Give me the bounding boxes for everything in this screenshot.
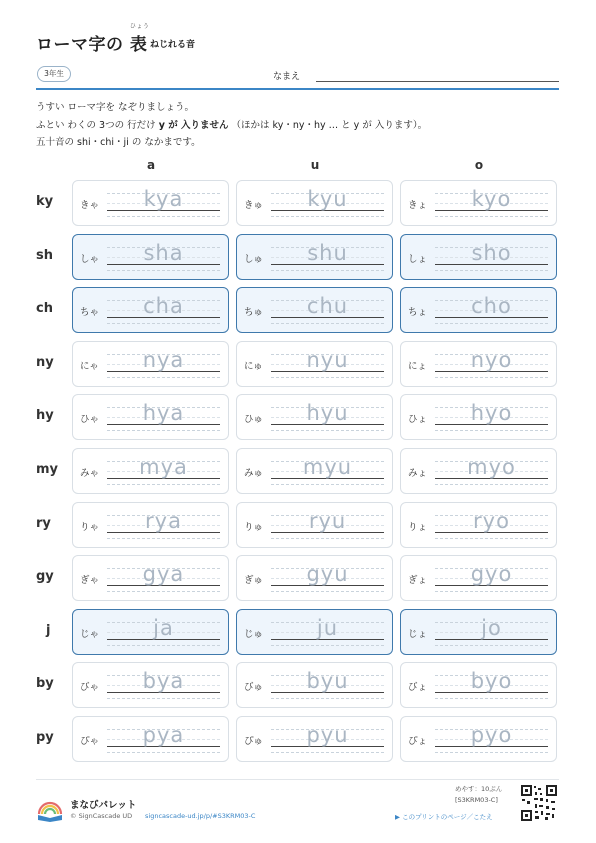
trace-romaji: ryu (308, 508, 347, 533)
name-field[interactable] (316, 81, 559, 82)
trace-cell[interactable] (400, 341, 557, 387)
trace-romaji: pyo (470, 723, 513, 747)
trace-romaji: gyo (470, 562, 513, 587)
kana-label: みゃ (80, 468, 100, 479)
kana-label: ひゃ (80, 414, 100, 426)
writing-guide[interactable] (107, 503, 220, 547)
trace-cell[interactable] (236, 662, 393, 708)
writing-guide[interactable] (107, 610, 220, 654)
trace-romaji: mya (139, 455, 188, 479)
kana-label: きゅ (244, 200, 264, 211)
writing-guide[interactable] (271, 503, 384, 547)
kana-label: ぎゅ (244, 575, 264, 587)
trace-cell[interactable] (72, 394, 229, 440)
trace-cell[interactable] (236, 502, 393, 548)
trace-cell[interactable] (236, 341, 393, 387)
trace-cell[interactable] (72, 287, 229, 333)
writing-guide[interactable] (271, 288, 384, 332)
writing-guide[interactable] (107, 449, 220, 493)
qr-code-icon[interactable] (520, 784, 558, 822)
row-label: my (36, 462, 59, 477)
trace-romaji: pyu (306, 723, 349, 747)
trace-cell[interactable] (400, 287, 557, 333)
writing-guide[interactable] (435, 395, 548, 439)
writing-guide[interactable] (435, 449, 548, 493)
trace-romaji: hyo (470, 401, 513, 426)
writing-guide[interactable] (435, 556, 548, 600)
row-label: by (36, 676, 54, 692)
trace-romaji: pya (142, 723, 185, 747)
trace-romaji: bya (142, 669, 185, 694)
trace-cell[interactable] (72, 341, 229, 387)
trace-romaji: gya (142, 562, 185, 587)
trace-cell[interactable] (72, 555, 229, 601)
row-label: sh (36, 247, 53, 263)
writing-guide[interactable] (435, 717, 548, 761)
title-ruby: ひょう (129, 23, 150, 30)
kana-label: じょ (408, 628, 428, 640)
trace-cell[interactable] (236, 555, 393, 601)
trace-cell[interactable] (400, 716, 557, 762)
trace-cell[interactable] (400, 555, 557, 601)
writing-guide[interactable] (107, 717, 220, 761)
trace-cell[interactable] (72, 448, 229, 494)
column-header-0: a (146, 158, 156, 172)
writing-guide[interactable] (107, 235, 220, 279)
name-label: なまえ (273, 72, 301, 82)
trace-romaji: hyu (306, 401, 349, 426)
writing-guide[interactable] (271, 663, 384, 707)
instruction-line-1: うすい ローマ字を なぞりましょう。 (36, 102, 195, 113)
writing-guide[interactable] (435, 503, 548, 547)
trace-cell[interactable] (236, 448, 393, 494)
writing-guide[interactable] (435, 235, 548, 279)
trace-romaji: byu (306, 669, 349, 694)
kana-label: ぴゅ (244, 736, 264, 747)
trace-romaji: nya (142, 347, 185, 372)
writing-guide[interactable] (271, 449, 384, 493)
row-label: j (46, 622, 51, 638)
trace-romaji: ju (316, 615, 339, 640)
trace-cell[interactable] (236, 394, 393, 440)
title-kanji: ひょう 表 (129, 23, 150, 55)
kana-label: みょ (408, 468, 428, 479)
writing-guide[interactable] (435, 181, 548, 225)
trace-romaji: kya (143, 187, 184, 211)
writing-guide[interactable] (271, 342, 384, 386)
page-title (36, 23, 150, 55)
column-header-1: u (310, 158, 320, 172)
row-label: hy (36, 408, 54, 424)
trace-romaji: ja (153, 615, 174, 640)
column-header-2: o (474, 158, 484, 172)
page-subtitle: ねじれる音 (150, 40, 196, 50)
kana-label: ひょ (408, 414, 428, 426)
trace-romaji: myu (302, 455, 353, 479)
writing-guide[interactable] (271, 395, 384, 439)
trace-cell[interactable] (236, 234, 393, 280)
copyright: © SignCascade UD (70, 812, 133, 820)
title-text: ローマ字の (36, 35, 124, 55)
trace-cell[interactable] (236, 716, 393, 762)
trace-romaji: shu (307, 240, 348, 265)
trace-romaji: hya (142, 401, 185, 426)
writing-guide[interactable] (271, 610, 384, 654)
kana-label: じゅ (244, 628, 264, 640)
kana-label: しゃ (80, 253, 100, 265)
trace-romaji: cha (143, 294, 184, 319)
trace-romaji: kyo (471, 187, 512, 211)
kana-label: ぎょ (408, 575, 428, 587)
trace-romaji: gyu (306, 562, 349, 587)
trace-romaji: kyu (307, 187, 348, 211)
kana-label: りょ (408, 521, 428, 533)
trace-romaji: nyo (470, 347, 513, 372)
trace-romaji: ryo (473, 508, 510, 533)
worksheet-url-link[interactable]: signcascade-ud.jp/p/#S3KRM03-C (145, 812, 256, 820)
writing-guide[interactable] (271, 181, 384, 225)
trace-cell[interactable] (72, 234, 229, 280)
kana-label: きゃ (80, 200, 100, 211)
writing-guide[interactable] (435, 288, 548, 332)
kana-label: じゃ (80, 628, 100, 640)
writing-guide[interactable] (271, 717, 384, 761)
trace-romaji: cho (471, 294, 512, 319)
kana-label: ぴゃ (80, 736, 100, 747)
time-estimate: めやす：10ぷん (455, 785, 503, 793)
footer-divider (36, 779, 559, 780)
trace-romaji: sha (143, 240, 184, 265)
rainbow-book-logo-icon (36, 796, 64, 822)
row-label: ch (36, 301, 53, 317)
kana-label: みゅ (244, 468, 264, 479)
kana-label: にゃ (80, 360, 99, 372)
kana-label: りゅ (244, 521, 264, 533)
trace-romaji: jo (481, 615, 502, 640)
trace-cell[interactable] (72, 609, 229, 655)
writing-guide[interactable] (107, 395, 220, 439)
kana-label: しょ (408, 253, 428, 265)
trace-cell[interactable] (72, 716, 229, 762)
kana-label: しゅ (244, 253, 264, 265)
row-label: ky (36, 194, 54, 209)
answer-page-link[interactable]: ▶ このプリントのページ／こたえ (395, 813, 493, 821)
trace-romaji: byo (470, 669, 513, 694)
kana-label: ぴょ (408, 736, 428, 747)
row-label: gy (36, 569, 54, 585)
trace-cell[interactable] (400, 394, 557, 440)
trace-cell[interactable] (236, 609, 393, 655)
trace-cell[interactable] (72, 502, 229, 548)
kana-label: にゅ (244, 360, 263, 372)
trace-cell[interactable] (72, 662, 229, 708)
kana-label: きょ (408, 200, 428, 211)
kana-label: びゅ (244, 682, 264, 694)
trace-cell[interactable] (400, 448, 557, 494)
trace-cell[interactable] (400, 502, 557, 548)
writing-guide[interactable] (107, 663, 220, 707)
grade-badge: 3年生 (37, 66, 71, 82)
row-label: ry (36, 515, 51, 531)
trace-cell[interactable] (72, 180, 229, 226)
kana-label: びゃ (80, 682, 100, 694)
writing-guide[interactable] (107, 288, 220, 332)
kana-label: ちゃ (80, 307, 100, 319)
kana-label: ひゅ (244, 414, 264, 426)
row-label: ny (36, 354, 54, 370)
trace-cell[interactable] (400, 180, 557, 226)
writing-guide[interactable] (435, 342, 548, 386)
trace-romaji: rya (145, 508, 182, 533)
writing-guide[interactable] (271, 235, 384, 279)
writing-guide[interactable] (107, 342, 220, 386)
writing-guide[interactable] (435, 610, 548, 654)
writing-guide[interactable] (107, 556, 220, 600)
kana-label: びょ (408, 682, 428, 694)
trace-cell[interactable] (400, 662, 557, 708)
trace-romaji: myo (467, 455, 516, 479)
kana-label: ちゅ (244, 307, 264, 319)
trace-cell[interactable] (236, 180, 393, 226)
trace-romaji: nyu (306, 347, 349, 372)
instruction-line-3: 五十音の shi・chi・ji の なかまです。 (36, 137, 201, 148)
writing-guide[interactable] (107, 181, 220, 225)
kana-label: ちょ (408, 307, 428, 319)
worksheet-code: [S3KRM03-C] (455, 796, 498, 804)
kana-label: にょ (408, 360, 427, 372)
kana-label: ぎゃ (80, 575, 100, 587)
trace-romaji: chu (306, 294, 349, 319)
trace-cell[interactable] (400, 609, 557, 655)
trace-cell[interactable] (236, 287, 393, 333)
trace-romaji: sho (471, 240, 512, 265)
writing-guide[interactable] (435, 663, 548, 707)
brand-name: まなびパレット (70, 800, 137, 811)
writing-guide[interactable] (271, 556, 384, 600)
kana-label: りゃ (80, 521, 100, 533)
instruction-line-2: ふとい わくの 3つの 行だけ y が 入りません （ほかは ky・ny・hy … と y が 入ります）。 (36, 120, 428, 131)
header-divider (36, 88, 559, 90)
trace-cell[interactable] (400, 234, 557, 280)
row-label: py (36, 730, 54, 745)
